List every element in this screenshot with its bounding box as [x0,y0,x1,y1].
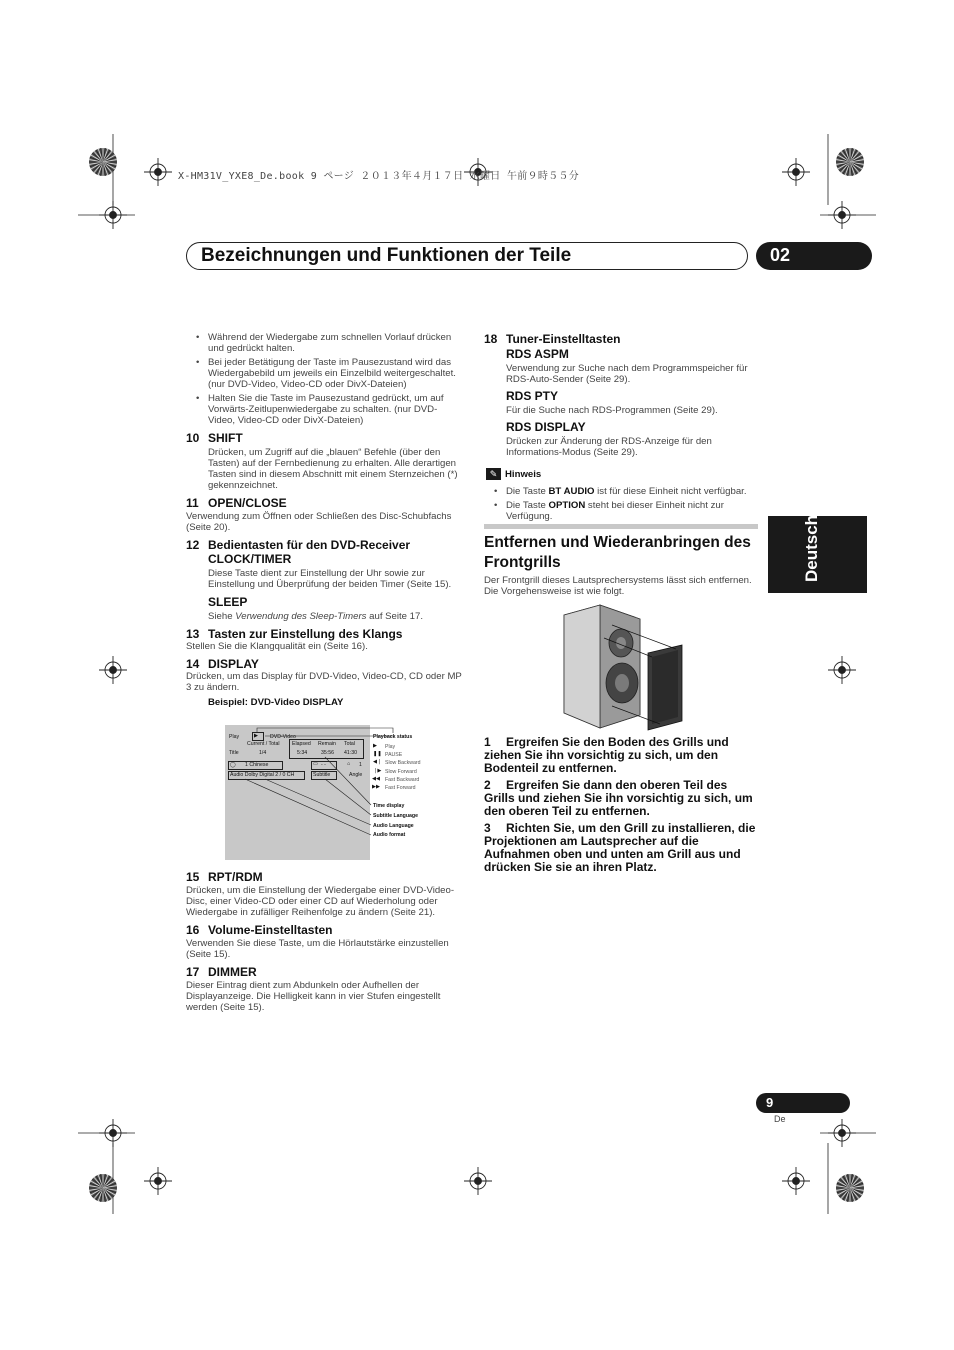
status-slow-forward: Slow Forward [385,769,417,775]
disc-icon: ◯ [230,762,236,768]
list-item: • Die Taste BT AUDIO ist für diese Einheit nicht verfügbar. [484,486,758,497]
osd-dvd-video: DVD-Video [270,734,296,740]
status-play: Play [385,744,396,750]
sleep-text: Siehe Verwendung des Sleep-Timers auf Seite 17. [208,611,424,622]
fast-forward-icon: ▶▶ [372,784,380,790]
osd-playback-status: Playback status [373,734,413,740]
language-tab-label: Deutsch [802,514,821,582]
page-number-badge [756,1093,850,1113]
osd-total-value: 41:30 [344,750,357,756]
fast-backward-icon: ◀◀ [372,776,380,782]
bullet-list [186,332,462,426]
osd-remain: Remain [318,741,336,747]
item-15-text: Drücken, um die Einstellung der Wiedergabe einer DVD-Video-Disc, einer Video-CD oder einer CD auf Wiederholung oder Wiedergabe in zufälliger Reihenfolge zu ändern (Seite 21). [186,885,455,918]
osd-callout-lines [225,725,422,860]
osd-angle-value: 1 [359,762,362,768]
list-item: 2 Ergreifen Sie dann den oberen Teil des Grills und ziehen Sie ihn vorsichtig zu sich, um den oberen Teil zu entfernen. [484,778,753,818]
status-fast-backward: Fast Backward [385,777,420,783]
clock-timer-heading: CLOCK/TIMER [208,552,292,566]
item-11-text: Verwendung zum Öffnen oder Schließen des Disc-Schubfachs (Seite 20). [186,511,452,533]
clock-timer-text: Diese Taste dient zur Einstellung der Uhr sowie zur Einstellung und Überprüfung der beiden Timer (Seite 15). [208,568,452,590]
note-icon: ✎ [486,468,501,480]
osd-total: Total [344,741,355,747]
section-intro: Der Frontgrill dieses Lautsprechersystems lässt sich entfernen. Die Vorgehensweise ist wie folgt. [484,575,752,597]
hint-label: Hinweis [505,469,542,480]
osd-title-value: 1/4 [259,750,267,756]
osd-angle: Angle [349,772,363,778]
language-tab [768,516,867,593]
page-title: Bezeichnungen und Funktionen der Teile [201,245,572,266]
osd-subtitle-lang: 1 Chinese [245,762,269,768]
play-icon: ▶ [254,733,258,739]
callout-subtitle-language: Subtitle Language [373,813,418,819]
osd-subtitle: Subtitle [313,772,331,778]
page-number: 9 [766,1095,774,1110]
osd-subtitle-off: - - [321,762,326,768]
steps-list [484,736,760,874]
list-item: 1 Ergreifen Sie den Boden des Grills und ziehen Sie ihn vorsichtig zu sich, um den Bodenteil zu entfernen. [484,735,729,775]
slow-backward-icon: ◀❘ [373,759,382,765]
dvd-display-example [225,725,422,860]
angle-icon: ⌂ [347,761,351,767]
status-pause: PAUSE [385,752,403,758]
speaker-grill-illustration [560,603,686,731]
item-14-text: Drücken, um das Display für DVD-Video, Video-CD, CD oder MP 3 zu ändern. [186,671,462,693]
right-column [484,332,758,525]
item-13-text: Stellen Sie die Klangqualität ein (Seite 16). [186,641,368,652]
item-10-heading: 10 SHIFT [186,431,243,445]
item-17-text: Dieser Eintrag dient zum Abdunkeln oder Aufhellen der Displayanzeige. Die Helligkeit kann in vier Stufen eingestellt werden (Seite 15). [186,980,441,1013]
rds-display-heading: RDS DISPLAY [506,420,586,434]
section-block [484,533,758,597]
page-title-bar [186,242,748,270]
callout-audio-format: Audio format [373,832,406,838]
section-divider [484,524,758,529]
osd-audio: Audio Dolby Digital 2 / 0 CH [230,772,295,778]
item-11-heading: 11 OPEN/CLOSE [186,496,287,510]
display-example-label: Beispiel: DVD-Video DISPLAY [208,697,344,708]
rds-aspm-text: Verwendung zur Suche nach dem Programmspeicher für RDS-Auto-Sender (Seite 29). [506,363,748,385]
chapter-number: 02 [770,245,791,265]
left-column [186,332,462,708]
item-18-heading: 18 Tuner-Einstelltasten [484,332,621,346]
item-13-heading: 13 Tasten zur Einstellung des Klangs [186,627,403,641]
page-language: De [774,1114,786,1124]
sleep-heading: SLEEP [208,595,248,609]
left-column-lower [186,870,462,1013]
list-item: • Bei jeder Betätigung der Taste im Pausezustand wird das Wiedergabebild um jeweils ein Einzelbild weitergeschaltet. (nur DVD-Video, Video-CD oder DivX-Dateien) [186,357,462,390]
item-16-heading: 16 Volume-Einstelltasten [186,923,333,937]
item-16-text: Verwenden Sie diese Taste, um die Hörlautstärke einzustellen (Seite 15). [186,938,449,960]
status-slow-backward: Slow Backward [385,760,421,766]
list-item: 3 Richten Sie, um den Grill zu installieren, die Projektionen am Lautsprecher auf die Aufnahmen oben und unten am Grill aus und drücken Sie sie an ihren Platz. [484,821,756,874]
rds-pty-heading: RDS PTY [506,389,559,403]
callout-time-display: Time display [373,803,405,809]
rds-pty-text: Für die Suche nach RDS-Programmen (Seite 29). [506,405,718,416]
subtitle-icon: ▭ [313,761,318,767]
slow-forward-icon: ❘▶ [373,768,382,774]
osd-title: Title [229,750,239,756]
item-14-heading: 14 DISPLAY [186,657,259,671]
play-icon: ▶ [373,743,377,749]
list-item: • Halten Sie die Taste im Pausezustand gedrückt, um auf Vorwärts-Zeitlupenwiedergabe zu schalten. (nur DVD-Video, Video-CD oder DivX-Dateien) [186,393,462,426]
proof-header: X-HM31V_YXE8_De.book 9 ページ ２０１３年４月１７日 水曜日 午前９時５５分 [178,171,580,182]
callout-audio-language: Audio Language [373,823,414,829]
item-17-heading: 17 DIMMER [186,965,257,979]
list-item: • Während der Wiedergabe zum schnellen Vorlauf drücken und gedrückt halten. [186,332,462,354]
osd-play: Play [229,734,240,740]
hint-heading [484,468,758,482]
status-fast-forward: Fast Forward [385,785,416,791]
chapter-badge [756,242,872,270]
item-12-heading: 12 Bedientasten für den DVD-Receiver [186,538,411,552]
item-10-text: Drücken, um Zugriff auf die „blauen“ Befehle (über den Tasten) auf der Fernbedienung zu erhalten. Alle derartigen Tasten sind in diesem Abschnitt mit einem Sternzeichen (*) gekennzeichnet. [208,447,458,491]
item-15-heading: 15 RPT/RDM [186,870,263,884]
pause-icon: ❚❚ [373,751,382,757]
rds-aspm-heading: RDS ASPM [506,347,569,361]
osd-elapsed-value: 5:34 [297,750,308,756]
osd-current-total: Current / Total [247,741,280,747]
osd-elapsed: Elapsed [292,741,311,747]
section-title: Entfernen und Wiederanbringen des Frontgrills [484,534,751,571]
rds-display-text: Drücken zur Änderung der RDS-Anzeige für den Informations-Modus (Seite 29). [506,436,712,458]
osd-remain-value: 35:56 [321,750,334,756]
list-item: • Die Taste OPTION steht bei dieser Einheit nicht zur Verfügung. [484,500,758,522]
